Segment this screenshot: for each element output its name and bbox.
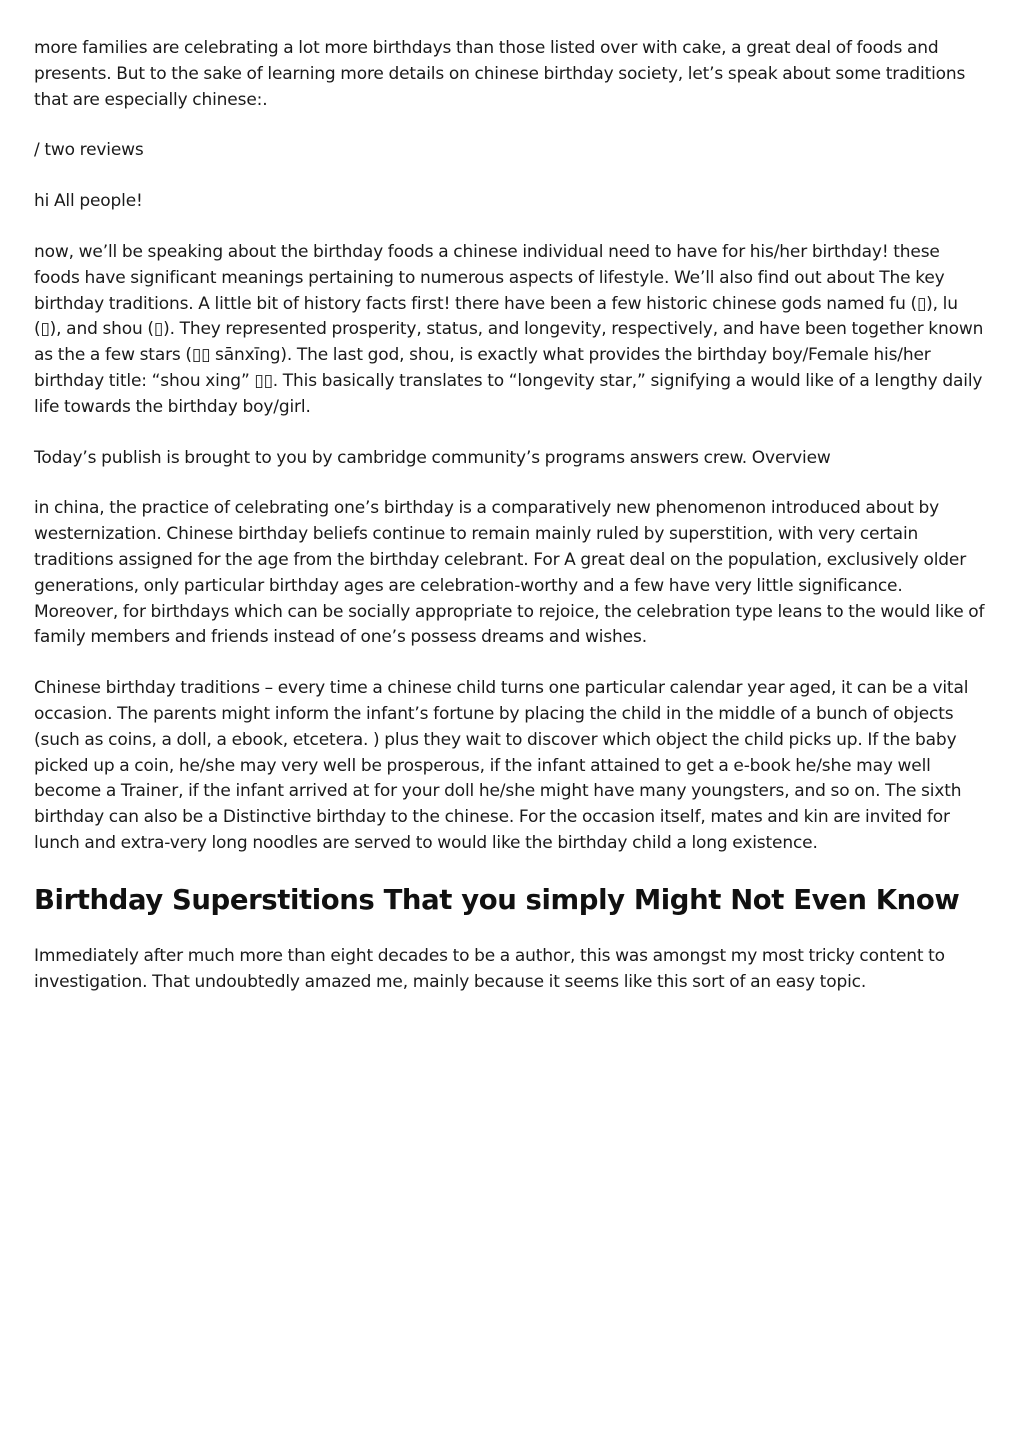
birthday-foods-paragraph: now, we’ll be speaking about the birthday foods a chinese individual need to have for his/her birthday! these foods have significant meanings pertaining to numerous aspects of lifestyle. We’ll also find out about The key birthday traditions. A little bit of history facts first! there have been a few historic chinese gods named fu (▯), lu (▯), and shou (▯). They represented prosperity, status, and longevity, respectively, and have been together known as the a few stars (▯▯ sānxīng). The last god, shou, is exactly what provides the birthday boy/Female his/her birthday title: “shou xing” ▯▯. This basically translates to “longevity star,” signifying a would like of a lengthy daily life towards the birthday boy/girl. bbox=[34, 241, 984, 417]
traditions-paragraph: Chinese birthday traditions – every time a chinese child turns one particular calendar year aged, it can be a vital occasion. The parents might inform the infant’s fortune by placing the child in the middle of a bunch of objects (such as coins, a doll, a ebook, etcetera. ) plus they wait to discover which object the child picks up. If the baby picked up a coin, he/she may very well be prosperous, if the infant attained to get a e-book he/she may well become a Trainer, if the infant arrived at for your doll he/she might have many youngsters, and so on. The sixth birthday can also be a Distinctive birthday to the chinese. For the occasion itself, mates and kin are invited for lunch and extra-very long noodles are served to would like the birthday child a long existence. bbox=[34, 678, 969, 853]
closing-paragraph: Immediately after much more than eight decades to be a author, this was amongst my most tricky content to investigation. That undoubtedly amazed me, mainly because it seems like this sort of an easy topic. bbox=[34, 945, 945, 992]
article-body bbox=[34, 36, 990, 1020]
greeting-paragraph: hi All people! bbox=[34, 191, 143, 212]
publish-note-paragraph: Today’s publish is brought to you by cambridge community’s programs answers crew. Overview bbox=[34, 447, 831, 468]
intro-paragraph: more families are celebrating a lot more birthdays than those listed over with cake, a great deal of foods and presents. But to the sake of learning more details on chinese birthday society, let’s speak about some traditions that are especially chinese:. bbox=[34, 38, 966, 110]
overview-paragraph: in china, the practice of celebrating one’s birthday is a comparatively new phenomenon introduced about by westernization. Chinese birthday beliefs continue to remain mainly ruled by superstition, with very certain traditions assigned for the age from the birthday celebrant. For A great deal on the population, exclusively older generations, only particular birthday ages are celebration-worthy and a few have very little significance. Moreover, for birthdays which can be socially appropriate to rejoice, the celebration type leans to the would like of family members and friends instead of one’s possess dreams and wishes. bbox=[34, 498, 985, 648]
reviews-count: / two reviews bbox=[34, 140, 144, 161]
section-heading: Birthday Superstitions That you simply Might Not Even Know bbox=[34, 883, 960, 916]
